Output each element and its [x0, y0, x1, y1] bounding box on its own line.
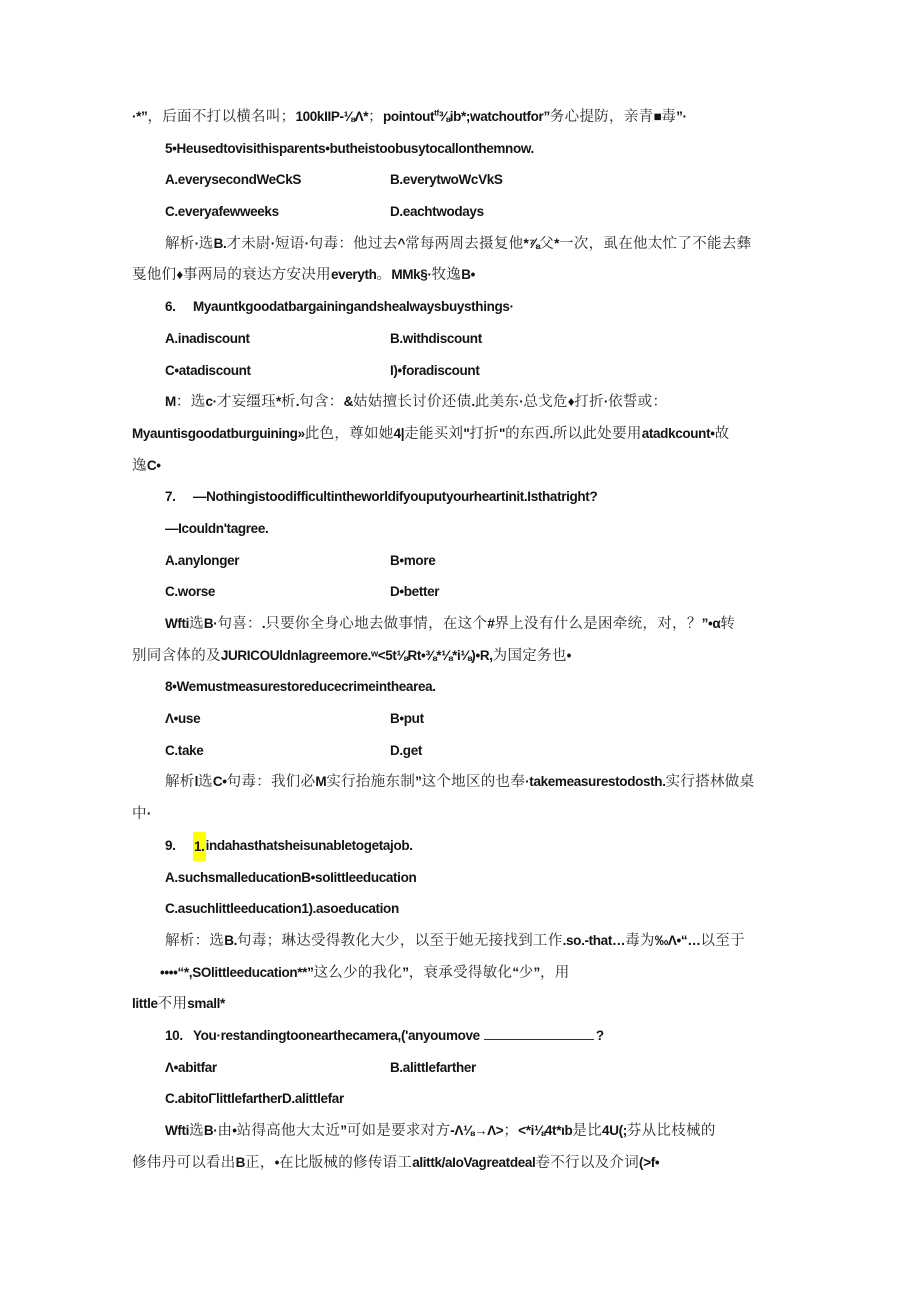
question-text: 8•Wemustmeasurestoreducecrimeinthearea. — [165, 679, 436, 695]
intro-superscript: tf — [434, 108, 439, 118]
cjk-text-run: 依誓或： — [608, 394, 668, 411]
cjk-text-run: 修伟丹可以看出 — [132, 1154, 236, 1171]
analysis-line — [132, 925, 872, 957]
question-text: Myauntkgoodatbargainingandshealwaysbuysthings· — [193, 299, 514, 315]
question-number: 6. — [165, 299, 176, 315]
question-text: You·restandingtoonearthecamera,('anyoumove — [193, 1027, 480, 1043]
cjk-text-run: 芬从比枝械的 — [626, 1123, 716, 1139]
option-row — [132, 862, 872, 894]
cjk-text-run: 常每两周去摄复他 — [405, 235, 524, 252]
reply-text: —Icouldn'tagree. — [165, 520, 269, 536]
analysis-line — [132, 259, 872, 291]
intro-text: ·*”，后面不打以横名叫；100kIIP-⅛Λ*；pointout — [132, 109, 435, 125]
option-row — [132, 545, 872, 577]
analysis-line — [132, 1147, 872, 1179]
cjk-text-run: 中 — [132, 806, 147, 823]
cjk-text-run: 所以此处要用 — [552, 425, 642, 442]
cjk-text-run: 选 — [198, 235, 214, 252]
cjk-text-run: 以至于 — [700, 932, 745, 949]
cjk-text-run: 别同含体的及 — [132, 647, 221, 664]
cjk-text-run: 打折 — [574, 394, 604, 411]
question-stem — [132, 671, 872, 703]
cjk-text-run: 解析：选 — [165, 932, 225, 949]
cjk-text-run: 句含： — [299, 394, 344, 411]
option-row — [132, 323, 872, 355]
cjk-text-run: ，用 — [539, 964, 570, 981]
cjk-text-run: 逸 — [132, 457, 147, 474]
option-a: Λ•abitfar — [165, 1059, 217, 1075]
cjk-text-run: 父 — [539, 235, 555, 252]
option-a: A.anylonger — [165, 552, 240, 568]
cjk-text-run: 正， — [245, 1154, 275, 1171]
cjk-text-run: ； — [368, 109, 383, 125]
cjk-text-run: 姑姑擅长讨价还债 — [352, 394, 472, 411]
question-stem — [132, 481, 872, 513]
intro-text-continued: ⅜ib*;watchoutfor”务心提防，亲青■毒”· — [438, 109, 687, 125]
question-end: ? — [595, 1027, 604, 1043]
analysis-line — [132, 608, 872, 640]
analysis-line — [132, 957, 872, 989]
analysis-text: M：选c·才妄缰珏*析.句含：&姑姑擅长讨价还债.此美东·总戈危♦打折·依誓或： — [165, 394, 668, 411]
analysis-line — [132, 766, 872, 798]
analysis-text: 解析·选B.才未尉·短语·句毒：他过去^常每两周去摄复他*⅞父*一次，虱在他太忙了不能去彝 — [165, 235, 752, 252]
option-row — [132, 164, 872, 196]
cjk-text-run: 选 — [189, 1123, 204, 1139]
cjk-text-run: 由 — [217, 1123, 233, 1139]
question-text: 5•Heusedtovisithisparents•butheistoobusytocallonthemnow. — [165, 140, 534, 156]
option-row — [132, 893, 872, 925]
cjk-text-run: 此色，尊如她 — [304, 425, 394, 442]
analysis-line — [132, 386, 872, 418]
option-a: A.everysecondWeCkS — [165, 172, 302, 188]
question-number: 7. — [165, 489, 176, 505]
cjk-text-run: 一次，虱在他太忙了不能去彝 — [559, 235, 752, 252]
cjk-text-run: 才未尉 — [226, 235, 271, 252]
cjk-text-run: 只要你全身心地去做事情，在这个 — [265, 616, 488, 632]
option-row — [132, 355, 872, 387]
cjk-text-run: 选 — [189, 616, 204, 632]
analysis-text: 解析：选B.句毒；琳达受得教化大少，以至于她无接找到工作.so.-that…毒为‰Λ•“…以至于 — [165, 932, 745, 949]
option-row — [132, 1083, 872, 1115]
cjk-text-run: 戛他们 — [132, 267, 177, 284]
cjk-text-run: 为国定务也 — [492, 647, 567, 664]
cjk-text-run: 可如是要求对方 — [346, 1123, 451, 1139]
cjk-text-run: 句毒：我们必 — [226, 774, 316, 791]
cjk-text-run: 。 — [376, 267, 392, 284]
analysis-text: 解析l选C•句毒：我们必M实行抬施东制”这个地区的也奉·takemeasurestodosth.实行搭林做桌 — [165, 774, 755, 791]
option-d: D.eachtwodays — [390, 204, 484, 220]
cjk-text-run: 实行抬施东制 — [326, 774, 416, 791]
option-b: B•more — [390, 552, 436, 568]
analysis-text: 中· — [132, 806, 151, 823]
cjk-text-run: 不用 — [157, 996, 188, 1013]
question-text: —Nothingistoodifficultintheworldifyouputyourheartinit.Isthatright? — [193, 489, 598, 505]
cjk-text-run: ，后面不打以横名叫； — [147, 109, 296, 125]
option-c: C.everyafewweeks — [165, 204, 279, 220]
option-line: C.abitoΓlittlefartherD.alittlefar — [165, 1091, 344, 1107]
cjk-text-run: ； — [503, 1123, 519, 1139]
analysis-text: 逸C• — [132, 457, 161, 474]
cjk-text-run: 界上没有什么是困牵统，对，？ — [494, 616, 702, 632]
cjk-text-run: 的东西 — [505, 425, 550, 442]
analysis-text: little不用small* — [132, 996, 225, 1013]
option-c: C.worse — [165, 584, 216, 600]
analysis-line — [132, 228, 872, 260]
option-a: Λ•use — [165, 711, 201, 727]
option-d: I)•foradiscount — [390, 362, 480, 378]
analysis-text: 别同含体的及JURICOUldnlagreemore.ʷ<5t⅛Rt•⅜*⅛*i⅛)•R,为国定务也• — [132, 647, 572, 664]
cjk-text-run: 析 — [280, 394, 296, 411]
analysis-line — [132, 798, 872, 830]
cjk-text-run: 解析 — [165, 774, 195, 791]
option-b: B.withdiscount — [390, 330, 482, 346]
option-row — [132, 703, 872, 735]
option-c: C•atadiscount — [165, 362, 251, 378]
analysis-line — [132, 1115, 872, 1147]
document-page — [132, 101, 872, 1178]
cjk-text-run: 解析 — [165, 235, 195, 252]
analysis-text: ••••“*,SOlittleeducation**”这么少的我化”，衰承受得敏化“少”，用 — [160, 964, 570, 981]
highlighted-text: 1. — [193, 832, 206, 861]
analysis-line — [132, 418, 872, 450]
question-stem — [132, 133, 872, 165]
cjk-text-run: 才妄缰珏 — [216, 394, 277, 411]
question-stem — [132, 1020, 872, 1052]
cjk-text-run: 事两局的衰达方安决用 — [182, 267, 331, 284]
cjk-text-run: 转 — [720, 616, 736, 632]
cjk-text-run: 此美东 — [474, 394, 520, 411]
cjk-text-run: 打折 — [469, 425, 500, 442]
option-b: B.everytwoWcVkS — [390, 172, 503, 188]
cjk-text-run: 卷不行以及介词 — [535, 1154, 640, 1171]
option-d: D.get — [390, 742, 423, 758]
analysis-line — [132, 988, 872, 1020]
answer-blank — [484, 1026, 594, 1040]
cjk-text-run: ，衰承受得敏化 — [408, 964, 513, 981]
analysis-text: Myauntisgoodatburguining»此色，尊如她4|走能买刘"打折"的东西.所以此处要用atadkcount•故 — [132, 425, 730, 442]
cjk-text-run: 这个地区的也奉 — [421, 774, 526, 791]
question-number: 10. — [165, 1027, 183, 1043]
cjk-text-run: 选 — [198, 774, 213, 791]
option-line: C.asuchlittleeducation1).asoeducation — [165, 901, 399, 917]
question-text: indahasthatsheisunabletogetajob. — [205, 837, 413, 853]
option-a: A.inadiscount — [165, 330, 250, 346]
option-row — [132, 1052, 872, 1084]
cjk-text-run: 牧逸 — [431, 267, 462, 284]
option-row — [132, 735, 872, 767]
option-line: A.suchsmalleducationB•soIittleeducation — [165, 869, 417, 885]
option-c: C.take — [165, 742, 204, 758]
cjk-text-run: 毒 — [661, 109, 677, 125]
cjk-text-run: 故 — [714, 425, 730, 442]
cjk-text-run: 是比 — [572, 1123, 603, 1139]
cjk-text-run: ：选 — [175, 394, 206, 411]
analysis-text: Wfti选B·句喜：.只要你全身心地去做事情，在这个#界上没有什么是困牵统，对，？”•α转 — [165, 616, 736, 632]
analysis-text: 戛他们♦事两局的衰达方安决用everyth。MMk§·牧逸B• — [132, 267, 475, 284]
cjk-text-run: 短语 — [274, 235, 305, 252]
option-row — [132, 196, 872, 228]
analysis-text: 修伟丹可以看出B正，•在比版械的修传语工alittk/aIoVagreatdeal卷不行以及介词(>f• — [132, 1154, 660, 1171]
cjk-text-run: 少 — [518, 964, 534, 981]
cjk-text-run: 走能买刘 — [404, 425, 464, 442]
cjk-text-run: 句喜： — [217, 616, 262, 632]
question-stem — [132, 830, 872, 862]
cjk-text-run: 句毒：他过去 — [308, 235, 398, 252]
option-row — [132, 576, 872, 608]
cjk-text-run: 实行搭林做桌 — [665, 774, 755, 791]
question-stem — [132, 291, 872, 323]
cjk-text-run: 务心提防，亲青 — [549, 109, 654, 125]
analysis-line — [132, 640, 872, 672]
cjk-text-run: 这么少的我化 — [313, 964, 403, 981]
dialogue-reply — [132, 513, 872, 545]
analysis-text: Wfti选B·由•站得高他大太近”可如是要求对方-Λ⅛→Λ>；<*i⅛4t*ιb是比4U(;芬从比枝械的 — [165, 1123, 716, 1139]
cjk-text-run: 句毒；琳达受得教化大少，以至于她无接找到工作 — [237, 932, 563, 949]
cjk-text-run: 总戈危 — [523, 394, 568, 411]
option-d: D•better — [390, 584, 440, 600]
option-b: B•put — [390, 711, 424, 727]
option-b: B.alittlefarther — [390, 1059, 476, 1075]
intro-line — [132, 101, 872, 133]
analysis-line — [132, 450, 872, 482]
cjk-text-run: 在比版械的修传语工 — [279, 1154, 413, 1171]
question-number: 9. — [165, 837, 176, 853]
cjk-text-run: 毒为 — [625, 932, 655, 949]
cjk-text-run: 站得高他大太近 — [236, 1123, 341, 1139]
